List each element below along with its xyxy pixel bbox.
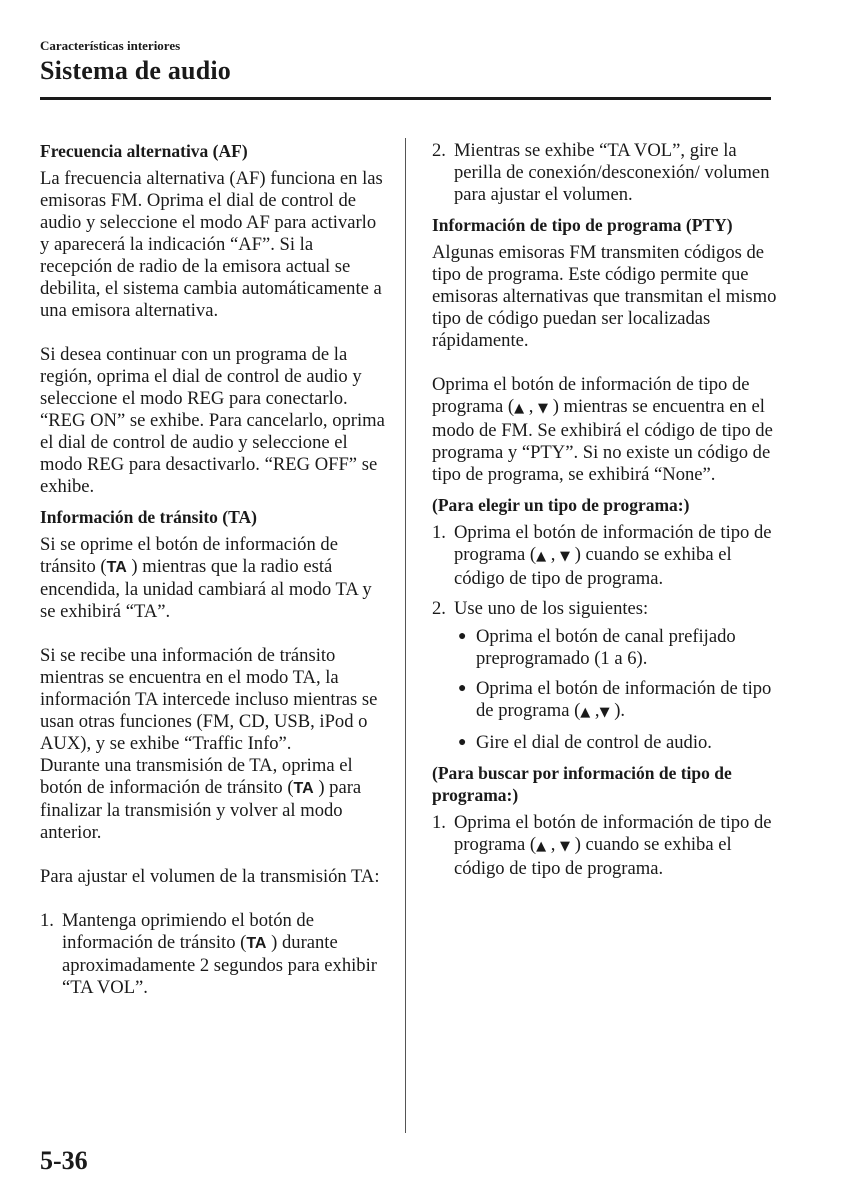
list-item: 2. Mientras se exhibe “TA VOL”, gire la perilla de conexión/desconexión/ volumen para ajustar el volumen. bbox=[432, 140, 770, 205]
af-heading: Frecuencia alternativa (AF) bbox=[40, 141, 248, 161]
list-item: 1. Oprima el botón de información de tipo de programa (▲ , ▼ ) cuando se exhiba el código de tipo de programa. bbox=[432, 812, 772, 879]
ta-paragraph-1: Si se oprime el botón de información de tránsito (TA ) mientras que la radio está encendida, la unidad cambiará al modo TA y se exhibirá “TA”. bbox=[40, 534, 372, 622]
pty-paragraph-1: Algunas emisoras FM transmiten códigos de tipo de programa. Este código permite que emisoras alternativas que transmitan el mismo tipo de código puedan ser localizadas rápidamente. bbox=[432, 242, 777, 351]
triangle-down-icon: ▼ bbox=[560, 839, 571, 854]
list-item: 2. Use uno de los siguientes: ● Oprima el botón de canal prefijado preprogramado (1 a 6). ● Oprima el botón de información de tipo de programa (▲ ,▼ ). ● Gire el dial de control de audio. bbox=[432, 598, 777, 754]
ta-heading: Información de tránsito (TA) bbox=[40, 507, 257, 527]
triangle-up-icon: ▲ bbox=[536, 549, 547, 564]
bullet-icon: ● bbox=[458, 735, 467, 750]
search-program-heading: (Para buscar por información de tipo de programa:) bbox=[432, 763, 732, 805]
af-paragraph-2: Si desea continuar con un programa de la región, oprima el dial de control de audio y seleccione el modo REG para conectarlo. “REG ON” se exhibe. Para cancelarlo, oprima el dial de control de audio y seleccione el modo REG para desactivarlo. “REG OFF” se exhibe. bbox=[40, 344, 385, 497]
ta-paragraph-2: Si se recibe una información de tránsito mientras se encuentra en el modo TA, la información TA intercede incluso mientras se usan otras funciones (FM, CD, USB, iPod o AUX), y se exhibe “Traffic Info”. bbox=[40, 645, 378, 754]
list-item: 1. Oprima el botón de información de tipo de programa (▲ , ▼ ) cuando se exhiba el código de tipo de programa. bbox=[432, 522, 772, 589]
header-section-label: Características interiores bbox=[40, 38, 181, 53]
triangle-down-icon: ▼ bbox=[599, 705, 610, 720]
list-item: ● Oprima el botón de información de tipo de programa (▲ ,▼ ). bbox=[458, 678, 772, 721]
left-column bbox=[40, 140, 385, 1007]
ta-paragraph-3: Durante una transmisión de TA, oprima el botón de información de tránsito (TA ) para finalizar la transmisión y volver al modo anterior. bbox=[40, 755, 362, 843]
header-rule bbox=[40, 97, 771, 100]
triangle-down-icon: ▼ bbox=[560, 549, 571, 564]
ta-volume-steps-continued bbox=[432, 140, 777, 206]
pty-heading: Información de tipo de programa (PTY) bbox=[432, 215, 733, 235]
ta-paragraph-4: Para ajustar el volumen de la transmisión TA: bbox=[40, 866, 380, 887]
list-item: ● Gire el dial de control de audio. bbox=[458, 732, 712, 753]
triangle-up-icon: ▲ bbox=[536, 839, 547, 854]
page-title: Sistema de audio bbox=[40, 56, 232, 85]
ta-button-icon: TA bbox=[106, 559, 127, 576]
column-divider bbox=[405, 138, 406, 1133]
pty-paragraph-2: Oprima el botón de información de tipo de programa (▲ , ▼ ) mientras se encuentra en el modo de FM. Se exhibirá el código de tipo de programa y “PTY”. Si no existe un código de tipo de programa, se exhibirá “None”. bbox=[432, 374, 773, 485]
list-item: ● Oprima el botón de canal prefijado preprogramado (1 a 6). bbox=[458, 626, 736, 669]
ta-button-icon: TA bbox=[246, 935, 267, 952]
search-program-steps bbox=[432, 812, 777, 880]
ta-volume-steps bbox=[40, 910, 385, 999]
page-number: 5-36 bbox=[40, 1146, 88, 1175]
options-list bbox=[454, 626, 777, 754]
choose-program-steps bbox=[432, 522, 777, 754]
bullet-icon: ● bbox=[458, 629, 467, 644]
triangle-up-icon: ▲ bbox=[580, 705, 591, 720]
list-item: 1. Mantenga oprimiendo el botón de información de tránsito (TA ) durante aproximadamente 2 segundos para exhibir “TA VOL”. bbox=[40, 910, 377, 998]
choose-program-heading: (Para elegir un tipo de programa:) bbox=[432, 495, 690, 515]
bullet-icon: ● bbox=[458, 681, 467, 696]
triangle-down-icon: ▼ bbox=[538, 401, 549, 416]
af-paragraph-1: La frecuencia alternativa (AF) funciona en las emisoras FM. Oprima el dial de control de audio y seleccione el modo AF para activarlo y aparecerá la indicación “AF”. Si la recepción de radio de la emisora actual se debilita, el sistema cambia automáticamente a una emisora alternativa. bbox=[40, 168, 383, 321]
ta-button-icon: TA bbox=[293, 780, 314, 797]
right-column bbox=[432, 140, 777, 888]
triangle-up-icon: ▲ bbox=[514, 401, 525, 416]
